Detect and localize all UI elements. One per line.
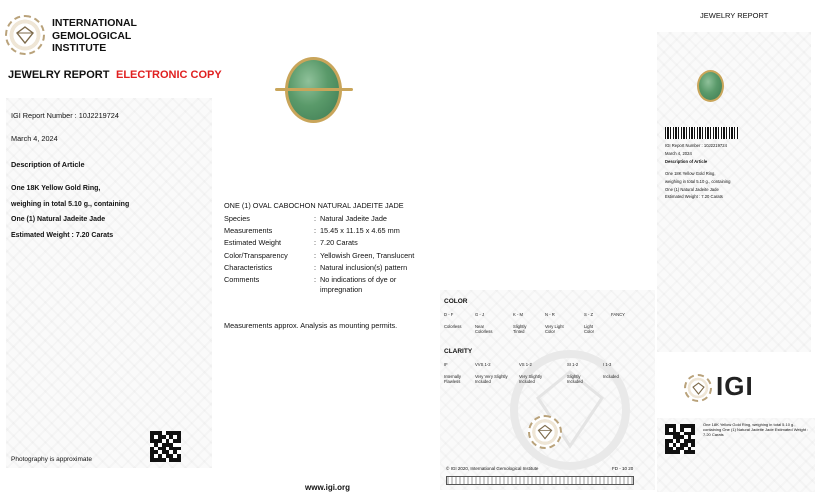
right-footer-text: One 18K Yellow Gold Ring, weighing in total 5.10 g., containing One (1) Natural Jadeite Jade Estimated Weight : 7.20 Carats <box>703 422 809 437</box>
property-row: Comments : No indications of dye or impregnation <box>224 275 397 294</box>
form-code: FD - 10 20 <box>612 466 634 471</box>
property-row: Species : Natural Jadeite Jade <box>224 214 387 223</box>
igi-seal-icon <box>528 415 562 449</box>
qr-code-right <box>665 424 695 454</box>
copyright-text: © IGI 2020, International Gemological Institute <box>446 466 539 471</box>
barcode <box>665 127 739 139</box>
right-ring-image <box>697 70 724 102</box>
properties-table <box>224 213 450 294</box>
photo-note: Photography is approximate <box>11 456 92 463</box>
igi-logo-seal-icon <box>684 374 712 402</box>
color-scale <box>444 312 631 334</box>
igi-seal-icon <box>5 15 45 55</box>
clarity-grade-col: VVS 1-2 Very Very Slightly Included <box>475 362 508 384</box>
clarity-grade-col: I 1-3 Included <box>603 362 619 379</box>
report-title: JEWELRY REPORT <box>8 69 110 81</box>
color-grade-col: K - M Slightly Tinted <box>513 312 527 334</box>
property-row: Color/Transparency : Yellowish Green, Translucent <box>224 250 415 260</box>
description-lines: One 18K Yellow Gold Ring, weighing in total 5.10 g., containing One (1) Natural Jadeite Jade Estimated Weight : 7.20 Carats <box>11 185 130 239</box>
igi-logo-text: IGI <box>716 371 754 401</box>
report-date: March 4, 2024 <box>11 134 58 143</box>
org-name: INTERNATIONAL GEMOLOGICAL INSTITUTE <box>52 17 137 54</box>
clarity-grade-col: SI 1-2 Slightly Included <box>567 362 583 384</box>
color-grade-col: S - Z Light Color <box>584 312 595 334</box>
clarity-scale <box>444 362 633 384</box>
property-row: Characteristics : Natural inclusion(s) pattern <box>224 262 408 272</box>
color-grade-col: N - R Very Light Color <box>545 312 564 334</box>
stone-title: ONE (1) OVAL CABOCHON NATURAL JADEITE JADE <box>224 201 404 210</box>
property-row: Measurements : 15.45 x 11.15 x 4.65 mm <box>224 226 400 236</box>
security-strip <box>446 476 634 485</box>
website-link[interactable]: www.igi.org <box>305 483 351 492</box>
measurements-note: Measurements approx. Analysis as mounting permits. <box>224 321 398 330</box>
ring-band <box>275 88 353 91</box>
right-details: IGI Report Number : 10J2219724 March 4, 2024 Description of Article One 18K Yellow Gold Ring, weighing in total 5.10 g., containing One (1) Natural Jadeite Jade Estimated Weight : 7.20 Carats <box>665 143 731 200</box>
qr-code-left <box>150 431 181 462</box>
color-grade-col: G - J Near Colorless <box>475 312 493 334</box>
color-grade-col: FANCY <box>611 312 625 317</box>
color-heading: COLOR <box>444 298 468 305</box>
electronic-copy-label: ELECTRONIC COPY <box>116 69 222 81</box>
clarity-heading: CLARITY <box>444 348 473 355</box>
report-number: IGI Report Number : 10J2219724 <box>11 111 119 120</box>
clarity-grade-col: IF Internally Flawless <box>444 362 461 384</box>
right-report-title: JEWELRY REPORT <box>700 11 769 20</box>
description-heading: Description of Article <box>11 160 85 169</box>
color-grade-col: D - F Colorless <box>444 312 462 329</box>
property-row: Estimated Weight : 7.20 Carats <box>224 238 358 248</box>
left-panel <box>6 98 212 468</box>
clarity-grade-col: VS 1-2 Very Slightly Included <box>519 362 543 384</box>
